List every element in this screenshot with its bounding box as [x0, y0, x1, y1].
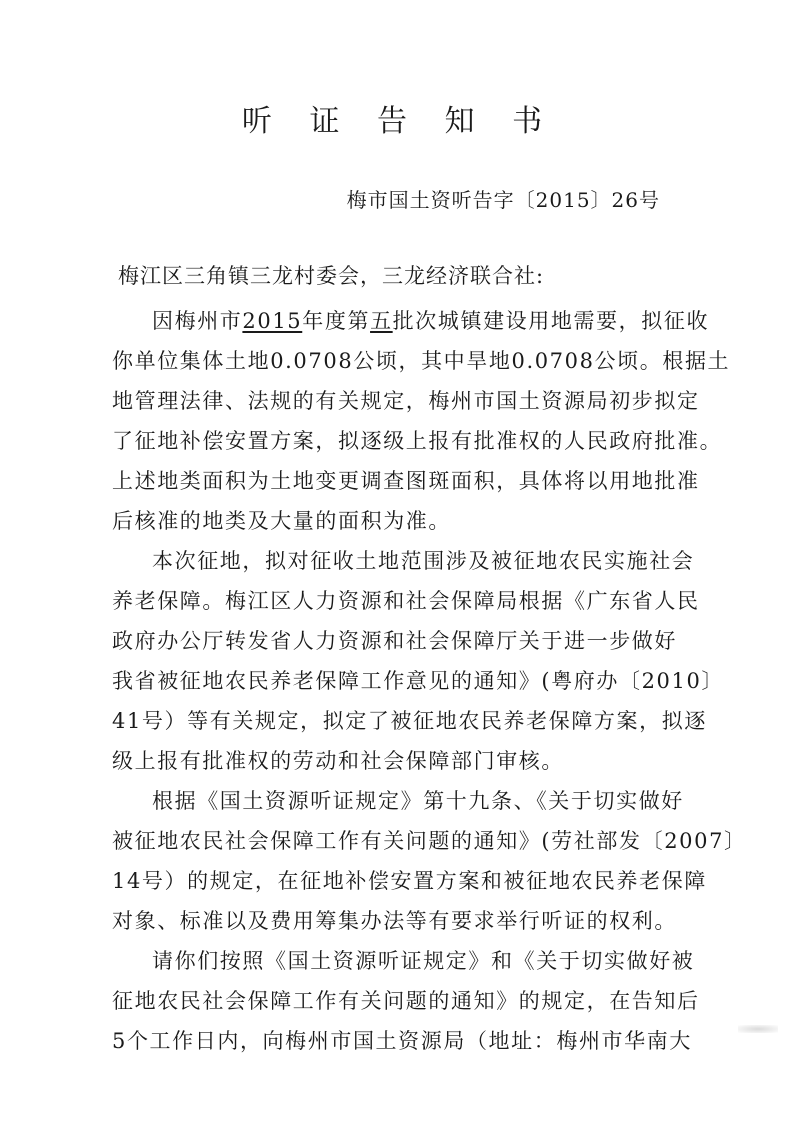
- underlined-batch: 五: [370, 309, 393, 333]
- body-line: 级上报有批准权的劳动和社会保障部门审核。: [112, 749, 564, 773]
- document-number: 梅市国土资听告字〔2015〕26号: [346, 188, 660, 212]
- body-line: 后核准的地类及大量的面积为准。: [112, 509, 451, 533]
- body-line: 地管理法律、法规的有关规定，梅州市国土资源局初步拟定: [112, 389, 700, 413]
- body-line: 了征地补偿安置方案，拟逐级上报有批准权的人民政府批准。: [112, 429, 723, 453]
- body-line: 本次征地，拟对征收土地范围涉及被征地农民实施社会: [152, 549, 695, 573]
- body-line: 你单位集体土地0.0708公顷，其中旱地0.0708公顷。根据土: [112, 349, 731, 373]
- body-line: 政府办公厅转发省人力资源和社会保障厅关于进一步做好: [112, 629, 677, 653]
- body-line: 对象、标准以及费用筹集办法等有要求举行听证的权利。: [112, 909, 677, 933]
- body-line: 养老保障。梅江区人力资源和社会保障局根据《广东省人民: [112, 589, 700, 613]
- body-line: 根据《国土资源听证规定》第十九条、《关于切实做好: [152, 789, 684, 813]
- addressee: 梅江区三角镇三龙村委会，三龙经济联合社:: [118, 264, 545, 288]
- body-line: 41号）等有关规定，拟定了被征地农民养老保障方案，拟逐: [112, 709, 707, 733]
- body-line: 征地农民社会保障工作有关问题的通知》的规定，在告知后: [112, 989, 700, 1013]
- body-line: 5个工作日内，向梅州市国土资源局（地址：梅州市华南大: [112, 1029, 692, 1053]
- document-title: 听 证 告 知 书: [241, 104, 557, 139]
- body-line: 我省被征地农民养老保障工作意见的通知》(粤府办〔2010〕: [112, 669, 725, 693]
- body-line: 因梅州市2015年度第五批次城镇建设用地需要，拟征收: [152, 309, 710, 333]
- body-line: 上述地类面积为土地变更调查图斑面积，具体将以用地批准: [112, 469, 700, 493]
- underlined-year: 2015: [242, 309, 303, 333]
- scan-smudge: [738, 1025, 778, 1033]
- body-line: 请你们按照《国土资源听证规定》和《关于切实做好被: [152, 949, 695, 973]
- body-line: 被征地农民社会保障工作有关问题的通知》(劳社部发〔2007〕: [112, 829, 747, 853]
- body-line: 14号）的规定，在征地补偿安置方案和被征地农民养老保障: [112, 869, 707, 893]
